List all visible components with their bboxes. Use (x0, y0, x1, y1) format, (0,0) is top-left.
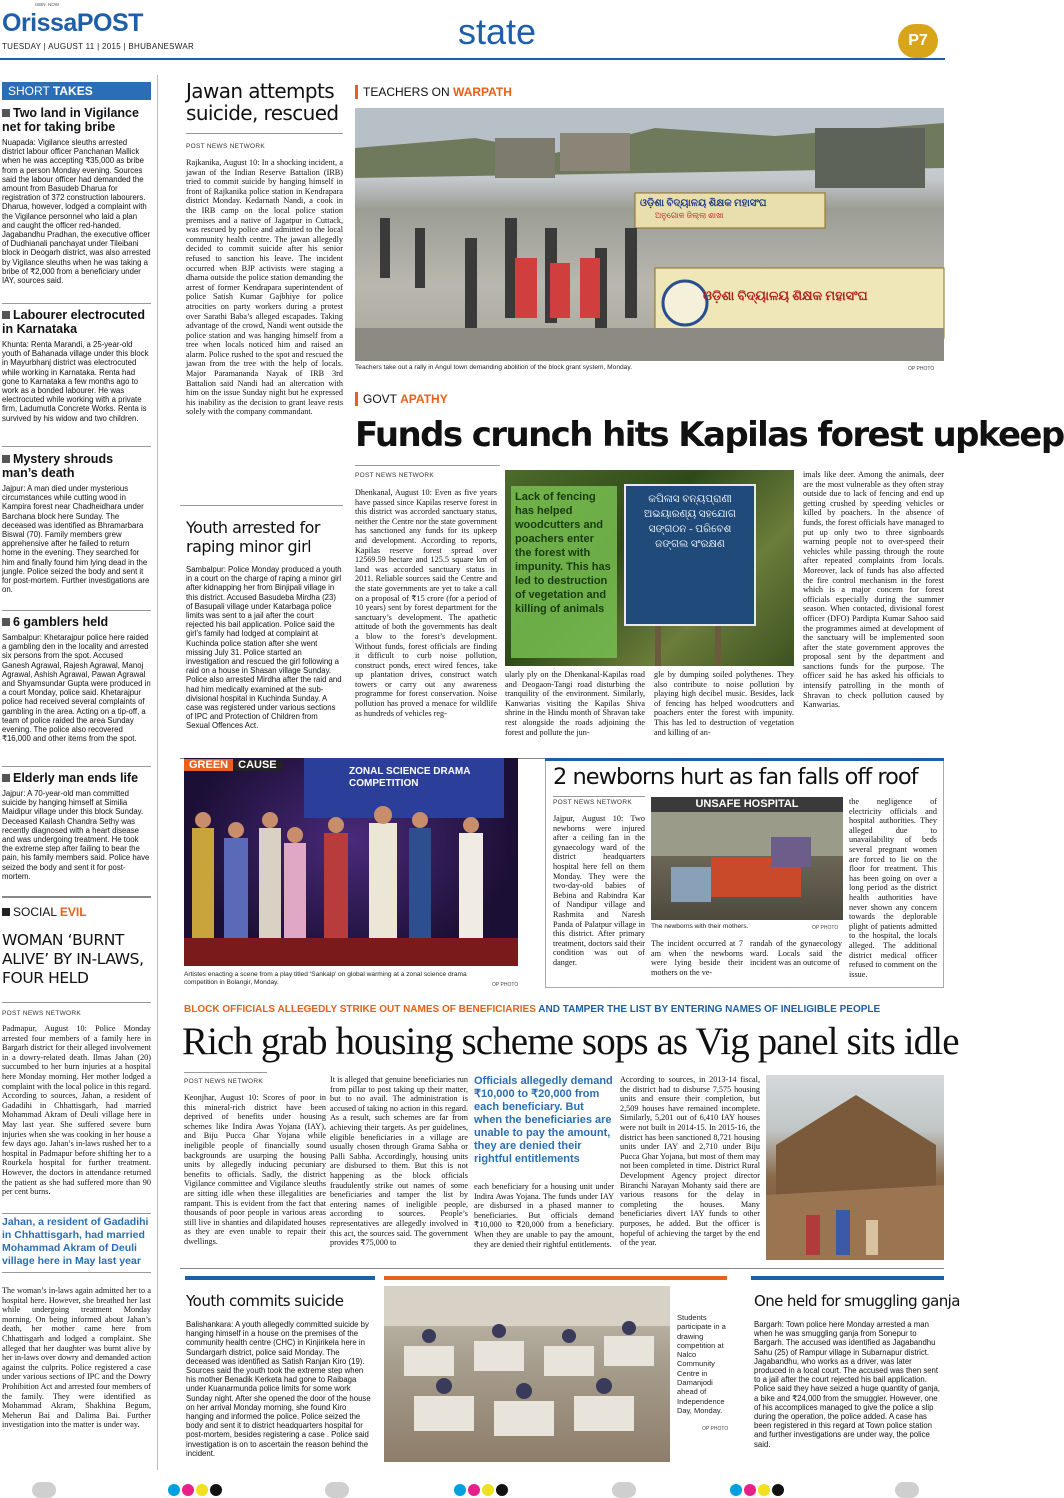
short-label: SHORT (8, 84, 50, 98)
bullet-square-icon (2, 311, 10, 319)
social-evil-kicker: SOCIAL EVIL (2, 905, 87, 919)
registration-mark-icon (895, 1482, 919, 1498)
youth-arrested-headline: Youth arrested for raping minor girl (186, 518, 320, 556)
youth-suicide-headline: Youth commits suicide (186, 1292, 344, 1310)
byline: POST NEWS NETWORK (186, 143, 266, 150)
short-item-body: Jajpur: A 70-year-old man committed suicide by hanging himself at Similia Maidipur village under this block Sunday. Deceased Kailash Chandra Sethy was recently diagnosed with a heart disease and was undergoing treatment. He took the extreme step after failing to bear the pain, his family members said. Police have seized the body and sent it for post-mortem. (2, 789, 150, 881)
column-divider (157, 75, 158, 1470)
youth-arrested-body: Sambalpur: Police Monday produced a youth in a court on the charge of raping a minor girl after kidnapping her from Binjipali village in this district. Accused Basudeba Mirdha (23) of Basupali village under Katarbaga police limits was sent to a jail after the court rejected his bail application. Police said the girl’s family had lodged at complaint at Kuchinda police station after she went missing July 31. Police started an investigation and rescued the girl following a raid on a house in Shasan village Sunday. Police also arrested Mirdha after the raid and had him medically examined at the sub-divisional hospital in Kuchinda Sunday. A case was registered under various sections of IPC and Protection of Children from Sexual Offences Act. (186, 565, 342, 731)
photo-credit: OP PHOTO (492, 982, 519, 988)
bullet-square-icon (2, 618, 10, 626)
banner-text: ଅନୁଗୋଳ ଜିଲ୍ଲା ଶାଖା (655, 211, 724, 220)
pull-quote: Lack of fencing has helped woodcutters and poachers enter the forest with impunity. This has led to destruction of vegetation and killing of animals (511, 486, 617, 658)
newborns-column-1: Jajpur, August 10: Two newborns were injured after a ceiling fan in the gynaecology ward of the district headquarters hospital here fell on them Monday. They were the two-day-old babies of Bebina and Rabindra Kar of Nandipur village and Rashmita and Naresh Panda of Palatpur village in this district. After primary treatment, doctors said their condition was out of danger. (553, 814, 645, 967)
byline: POST NEWS NETWORK (553, 799, 633, 806)
social-evil-headline: WOMAN ‘BURNT ALIVE’ BY IN-LAWS, FOUR HELD (2, 931, 144, 987)
section-title: state (458, 11, 537, 52)
teachers-rally-photo (355, 108, 944, 361)
short-item-title: Two land in Vigilance net for taking bribe (2, 106, 139, 134)
photo-caption: The newborns with their mothers. (651, 923, 749, 930)
yellow-dot-icon (758, 1484, 770, 1496)
short-item-title: 6 gamblers held (13, 615, 109, 629)
ganja-body: Bargarh: Town police here Monday arrested a man when he was smuggling ganja from Sonepur to Bargarh. The accused was identified as Jagabandhu Sahu (25) of Rampur village in Subarnapur district. Jagabandhu, who works as a driver, was later produced in a local court. The accused was then sent to a jail after the court rejected his bail application. Police said they have seized a huge quantity of ganja, a bike and ₹24,000 from the smuggler. However, one of his accomplices managed to give the police a slip during the operation, the police added. A case has been registered in this regard at Town police station and further investigations are under way, the police said. (754, 1320, 940, 1449)
masthead-rule (0, 58, 945, 60)
short-item-title: Mystery shrouds man’s death (2, 452, 114, 480)
photo-credit: OP PHOTO (908, 366, 935, 372)
short-item-0 (2, 106, 151, 290)
page-number: P7 (908, 32, 928, 49)
housing-column-2: It is alleged that genuine beneficiaries run from pillar to post taking up their matter, but to no avail. The administration is accused of taking no action in this regard. As a result, such schemes are far from achieving their targets. As per guidelines, eligible beneficiaries in a village are usually chosen through Grama Sabha or Palli Sabha. Accordingly, housing units are disbursed to them. But this is not happening as the block officials fraudulently strike out names of some beneficiaries and tamper the list by entering names of ineligible people, according to sources. People’s representatives are allegedly involved in this act, the sources said. The government provides ₹75,000 to (330, 1075, 468, 1248)
black-dot-icon (210, 1484, 222, 1496)
short-item-body: Nuapada: Vigilance sleuths arrested district labour officer Panchanan Mallick when he was accepting ₹35,000 as bribe from a person Monday evening. Sources said the labour officer had demanded the amount from Basudeb Dharua for registration of 372 construction labourers. Dharua, however, lodged a complaint with the Vigilance personnel who laid a plan and caught the officer red-handed. Jagabandhu Pradhan, the executive officer of Dudhianali panchayat under Tileibani block in Deogarh district, was also arrested by Vigilance sleuths when he was taking a bribe of ₹2,000 from a beneficiary under IAY, sources said. (2, 138, 151, 286)
registration-mark-icon (325, 1482, 349, 1498)
dateline: TUESDAY | AUGUST 11 | 2015 | BHUBANESWAR (2, 42, 195, 51)
housing-column-3: each beneficiary for a housing unit under Indira Awas Yojana. The funds under IAY are disbursed in a phased manner to beneficiaries. But officials demand ₹10,000 to ₹20,000 from a beneficiary. When they are unable to pay the amount, they are denied their rightful entitlements. (474, 1182, 614, 1249)
newspaper-logo[interactable]: OrissaPOST (2, 9, 143, 37)
newborns-column-4: the negligence of electricity officials and hospital authorities. They alleged due to unavailability of beds several pregnant women are forced to lie on the floor for treatment. This has been going on over a long period as the district health authorities have never shown any concern towards the deplorable plight of patients admitted to the hospital, the locals alleged. The additional district medical officer refused to comment on the issue. (849, 797, 937, 979)
jawan-body: Rajkanika, August 10: In a shocking incident, a jawan of the Indian Reserve Battalion (IRB) tried to commit suicide by hanging himself in front of Rajkanika police station in Kendrapara district Monday. Kedarnath Nandi, a cook in the IRB camp on the local police station premises and a native of Jagatpur in Cuttack, was rescued by police and admitted to the local community health centre. The jawan allegedly decided to commit suicide after his senior refused to sanction his leave. The incident occurred when BJP activists were staging a dharna outside the police station demanding the arrest of former Kendrapara superintendent of police Satish Kumar Gajbhiye for police atrocities on party workers during a protest over Sarathi Baba’s alleged escapades. Taking advantage of the crowd, Nandi went outside the police station and was hanging himself from a tree when locals noticed him and raised an alarm. Police rushed to the spot and rescued the jawan from the tree with the help of locals. Major Paramananda Nayak of IRB 3rd Battalion said Nandi had an altercation with him on the issue Sunday night but he expressed his inability as the decision to grant leave rests solely with the company commandant. (186, 158, 343, 417)
black-dot-icon (496, 1484, 508, 1496)
science-drama-photo (184, 758, 518, 966)
byline: POST NEWS NETWORK (2, 1010, 82, 1017)
banner-text: ଓଡ଼ିଶା ବିଦ୍ୟାଳୟ ଶିକ୍ଷକ ମହାସଂଘ (703, 288, 868, 303)
pull-quote: Officials allegedly demand ₹10,000 to ₹20,000 from each beneficiary. But when the beneficiaries are unable to pay the amount, they are denied their rightful entitlements (474, 1075, 613, 1165)
teachers-kicker: TEACHERS ON WARPATH (363, 85, 512, 99)
short-item-body: Khunta: Renta Marandi, a 25-year-old youth of Bahanada village under this block in Mayurbhanj district was electrocuted while working in Karnataka. Renta had gone to Karnataka a few months ago to work as a bonded labourer. He was electrocuted while working with a private firm, Ladumutla Concrete Works. Renta is survived by his widow and two children. (2, 340, 149, 423)
photo-label: UNSAFE HOSPITAL (651, 797, 843, 812)
cyan-dot-icon (168, 1484, 180, 1496)
byline: POST NEWS NETWORK (184, 1078, 264, 1085)
drawing-competition-photo (384, 1286, 670, 1462)
newborns-headline: 2 newborns hurt as fan falls off roof (553, 764, 918, 790)
housing-kicker: BLOCK OFFICIALS ALLEGEDLY STRIKE OUT NAMES OF BENEFICIARIES AND TAMPER THE LIST BY ENTERING NAMES OF INELIGIBLE PEOPLE (184, 1004, 881, 1015)
bullet-square-icon (2, 109, 10, 117)
photo-caption: Teachers take out a rally in Angul town demanding abolition of the block grant system, Monday. (355, 364, 632, 371)
kapilas-column-1: Dhenkanal, August 10: Even as five years have passed since Kapilas reserve forest in this district was accorded sanctuary status, neither the Centre nor the state government has sanctioned any funds for its upkeep and development. According to reports, Kapilas reserve forest spread over 12569.59 hectare and 125.5 square km of land was accorded sanctuary status in 2011. Reliable sources said the Centre and the state governments are yet to take a call on a proposal of ₹15 crore (for a period of 10 years) sent by forest department for the sanctuary’s development. The apathetic attitude of both the governments has dealt a blow to the forest’s development. Without funds, forest officials are finding it difficult to curb noise pollution, construct ponds, erect wired fences, take up plantation drives, construct watch towers or carry out any awareness programme for forest conservation. Noise pollution has proved a menace for wildlife as hundreds of vehicles reg- (355, 488, 497, 718)
kapilas-column-2: ularly ply on the Dhenkanal-Kapilas road and Deogaon-Tangi road disturbing the tranquility of the environment. Similarly, Kanwarias visiting the Kapilas Shiva shrine in the Hindu month of Shravan take rest alongside the roads adjoining the forest and pollute the jun- (505, 670, 645, 737)
stage-banner-text: ZONAL SCIENCE DRAMA COMPETITION (349, 766, 471, 789)
photo-caption: Students participate in a drawing competition at Nalco Community Centre in Damanjodi ahead of Independence Day, Monday. (677, 1313, 726, 1415)
short-item-3 (2, 615, 151, 771)
pull-quote: Jahan, a resident of Gadadihi in Chhattisgarh, had married Mohammad Akram of Deuli village here in May last year (2, 1213, 151, 1273)
photo-credit: OP PHOTO (702, 1426, 729, 1432)
kapilas-signboard-photo (505, 470, 794, 666)
housing-column-4: According to sources, in 2013-14 fiscal, the district had to disburse 7,575 housing units and ensure their completion, but 2,509 houses have remained incomplete. Similarly, 5,201 out of 6,410 IAY houses were not built in 2014-15. In 2015-16, the district has been sanctioned 8,721 housing units under IAY and 2,710 under Biju Pucca Ghar Yojana, but most of them may not been completed in time. District Rural Development Agency project director Biranchi Narayan Mohanty said there are various reasons for the delay in completing the houses. Many beneficiaries divert IAY funds to other purposes, he added. But the officer is hopeful of achieving the target by the end of the year. (620, 1075, 760, 1248)
short-item-title: Elderly man ends life (13, 771, 139, 785)
short-item-2 (2, 452, 151, 596)
magenta-dot-icon (182, 1484, 194, 1496)
magenta-dot-icon (468, 1484, 480, 1496)
kapilas-column-4: imals like deer. Among the animals, deer are the most vulnerable as they often stray outside due to lack of fencing and end up getting crushed by speeding vehicles or killed by poachers. In the absence of funds, the forest officials have managed to put up only two to three signboards warning people not to over-speed their vehicles while passing through the route after repeated complaints from locals. Moreover, lack of funds has also affected the fire control mechanism in the forest which is a major concern for forest officials especially during the summer season. When contacted, divisional forest officer (DFO) Pardipta Kumar Sahoo said the programmes aimed at development of the sanctuary will be implemented soon after the state government approves the proposal sent by the department and sanctions funds for the purpose. The officer said he has asked his officials to intensify patrolling in the month of Shravan to check pollution caused by Kanwarias. (803, 470, 944, 710)
newborns-photo (651, 797, 843, 920)
takes-label: TAKES (52, 84, 93, 98)
newborns-column-2: The incident occurred at 7 am when the newborns were lying beside their mothers on the ve- (651, 939, 743, 977)
ganja-headline: One held for smuggling ganja (754, 1292, 960, 1310)
cyan-dot-icon (454, 1484, 466, 1496)
bullet-square-icon (2, 774, 10, 782)
yellow-dot-icon (482, 1484, 494, 1496)
yellow-dot-icon (196, 1484, 208, 1496)
bullet-square-icon (2, 908, 10, 916)
newborns-column-3: randah of the gynaecology ward. Locals said the incident was an outcome of (750, 939, 842, 968)
housing-column-1: Keonjhar, August 10: Scores of poor in this mineral-rich district have been deprived of benefits under housing schemes like Indira Awas Yojana (IAY), and Biju Pucca Ghar Yojana while ineligible people of financially sound backgrounds are usurping the housing units by allegedly inducing pecuniary benefits to officials. Sadly, the district Vigilance committee and Vigilance sleuths are sitting idle when these illegalities are rampant. This is evident from the fact that thousands of poor people in various areas still live in shanties and dilapidated houses as they are even unable to repair their dwellings. (184, 1093, 326, 1246)
registration-mark-icon (32, 1482, 56, 1498)
short-item-body: Jajpur: A man died under mysterious circumstances while cutting wood in Kampira forest near Chadheidhara under Barchana block here Sunday. The deceased was identified as Bhramarbara Biswal (70). Family members grew apprehensive after he failed to return home in the evening. They searched for him and finally found him lying dead in the jungle. Police seized the body and sent it for post-mortem. Further investigations are on. (2, 484, 150, 595)
short-item-title: Labourer electrocuted in Karnataka (2, 308, 145, 336)
magenta-dot-icon (744, 1484, 756, 1496)
housing-headline: Rich grab housing scheme sops as Vig panel sits idle (182, 1020, 959, 1063)
short-takes-header (2, 82, 151, 100)
short-item-body: Sambalpur: Khetarajpur police here raided a gambling den in the locality and arrested six persons from the spot. Accused Ganesh Agrawal, Rajesh Agrawal, Manoj Agrawal, Ashish Agrawal, Pawan Agrawal and Shyamsundar Gupta were produced in a court Monday, police said. Khetarajpur police had received several complaints of gambling in the area. Acting on a tip-off, a team of police raided the area Sunday evening. The police also recovered ₹16,000 and other items from the spot. (2, 633, 151, 744)
black-dot-icon (772, 1484, 784, 1496)
kapilas-column-3: gle by dumping soiled polythenes. They also contribute to noise pollution by playing high decibel music. Besides, lack of fencing has helped woodcutters and poachers enter the forest with impunity. This has led to destruction of vegetation and killing of an- (654, 670, 794, 737)
short-item-1 (2, 308, 151, 435)
page-number-badge (898, 24, 938, 58)
bullet-square-icon (2, 455, 10, 463)
jawan-headline: Jawan attempts suicide, rescued (186, 79, 339, 125)
short-item-4 (2, 771, 151, 887)
kapilas-kicker: GOVT APATHY (363, 392, 448, 406)
social-evil-body-continued: The woman’s in-laws again admitted her to a hospital here. However, she breathed her last while undergoing treatment Monday morning. On being informed about Jahan’s death, her mother came here from Chhattisgarh and lodged a complaint. She alleged that her daughter was burnt alive by her in-laws over dowry and demanded action against the culprits. Police registered a case under various sections of IPC and the Dowry Prohibition Act and arrested four members of the family. They were identified as Mohammad Akram, Shakhina Begum, Meherun Bai and Dalima Bai. Further investigation into the matter is under way. (2, 1286, 151, 1430)
youth-suicide-body: Balishankara: A youth allegedly committed suicide by hanging himself in a house on the premises of the community health centre (CHC) in Kinjirikela here in Sundargarh district, police said Monday. The deceased was identified as Satish Ranjan Kiro (19). Sources said the youth took the extreme step when his mother Benadik Kerketa had gone to Raibaga under Kuanarmunda police limits for some work Sunday night. After she opened the door of the house on her arrival Monday morning, she found Kiro hanging and informed the police. Police seized the body and sent it to district headquarters hospital for post-mortem, besides registering a case . Police said investigation is on to ascertain the reason behind the incident. (186, 1320, 371, 1458)
kapilas-headline: Funds crunch hits Kapilas forest upkeep (355, 415, 1064, 455)
byline: POST NEWS NETWORK (355, 472, 435, 479)
photo-caption: Artistes enacting a scene from a play titled ‘Sankalp’ on global warming at a zonal science drama competition in Bolangir, Monday. (184, 971, 467, 986)
photo-credit: OP PHOTO (812, 925, 839, 931)
logo-small: ISBN: NOW (35, 2, 60, 7)
signboard-text: କପିଳାସ ବନ୍ୟପ୍ରାଣୀ ଅଭୟାରଣ୍ୟ ସହଯୋଗ ସଙ୍ଗଠନ - ପରିବେଶ ଜଙ୍ଗଲ ସଂରକ୍ଷଣ (644, 494, 736, 550)
registration-mark-icon (612, 1482, 636, 1498)
green-cause-kicker: GREEN CAUSE (184, 758, 282, 773)
social-evil-body: Padmapur, August 10: Police Monday arrested four members of a family here in Bargarh district for their alleged involvement in a dowry-related death. Ilmas Jahan (20) succumbed to her burn injuries at a hospital here Monday morning. Her mother lodged a complaint with the local police in this regard. According to sources, Jahan, a resident of Gadadihi in Chhattisgarh, had married Mohammad Akram of Deuli village here in May last year. She suffered severe burn injuries when she was cooking in her house a few days ago. Jahan’s in-laws rushed her to a hospital in Padmapur before shifting her to a Rourkela hospital for further treatment. However, the doctors in attendance returned the patient as she had suffered more than 90 per cent burns. (2, 1024, 151, 1197)
dilapidated-house-photo (766, 1075, 944, 1260)
banner-text: ଓଡ଼ିଶା ବିଦ୍ୟାଳୟ ଶିକ୍ଷକ ମହାସଂଘ (640, 198, 767, 209)
cyan-dot-icon (730, 1484, 742, 1496)
